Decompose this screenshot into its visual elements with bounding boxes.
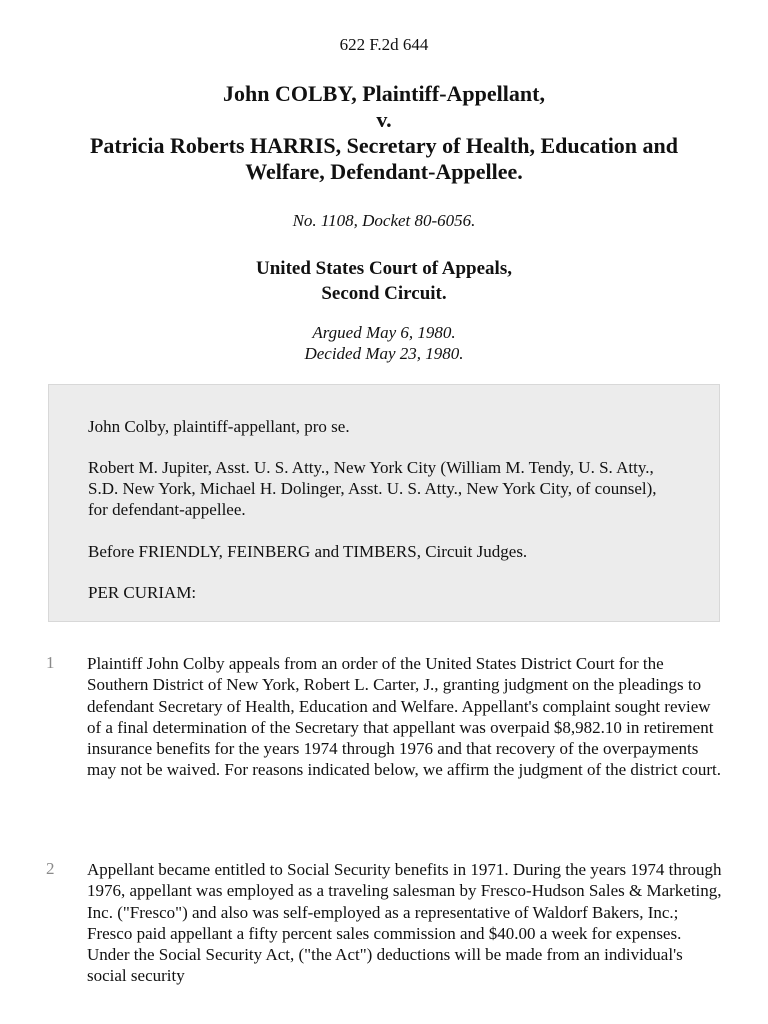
decided-date: Decided May 23, 1980. xyxy=(304,344,464,363)
paragraph-2: Appellant became entitled to Social Security benefits in 1971. During the years 1974 through 1976, appellant was employed as a traveling salesman by Fresco-Hudson Sales & Marketing, Inc. ("Fresco") and also was self-employed as a representative of Waldorf Bakers, Inc.; Fresco paid appellant a fifty percent sales commission and $40.00 a week for expenses. Under the Social Security Act, ("the Act") deductions will be made from an individual's social security xyxy=(87,860,722,986)
plaintiff-name: John COLBY, Plaintiff-Appellant, xyxy=(223,81,545,106)
paragraph-number-2: 2 xyxy=(46,859,55,878)
defendant-name-line1: Patricia Roberts HARRIS, Secretary of Health, Education and xyxy=(89,133,679,158)
defendant-counsel: Robert M. Jupiter, Asst. U. S. Atty., New York City (William M. Tendy, U. S. Atty., S.D. New York, Michael H. Dolinger, Asst. U. S. Atty., New York City, of counsel), for defendant-appellee. xyxy=(88,458,657,519)
counsel-box xyxy=(48,384,720,622)
case-dates xyxy=(0,322,768,364)
argued-date: Argued May 6, 1980. xyxy=(312,323,456,342)
judges-panel: Before FRIENDLY, FEINBERG and TIMBERS, Circuit Judges. xyxy=(88,542,528,561)
plaintiff-counsel: John Colby, plaintiff-appellant, pro se. xyxy=(88,417,350,436)
versus-label: v. xyxy=(376,107,392,132)
case-caption xyxy=(30,81,738,185)
per-curiam-label: PER CURIAM: xyxy=(88,583,197,602)
court-name-line2: Second Circuit. xyxy=(321,283,447,304)
paragraph-1: Plaintiff John Colby appeals from an order of the United States District Court for the Southern District of New York, Robert L. Carter, J., granting judgment on the pleadings to defendant Secretary of Health, Education and Welfare. Appellant's complaint sought review of a final determination of the Secretary that appellant was overpaid $8,982.10 in retirement insurance benefits for the years 1974 through 1976 and that recovery of the overpayments may not be waived. For reasons indicated below, we affirm the judgment of the district court. xyxy=(87,654,722,780)
defendant-name-line2: Welfare, Defendant-Appellee. xyxy=(245,159,523,184)
paragraph-number-1: 1 xyxy=(46,653,55,672)
case-citation: 622 F.2d 644 xyxy=(339,35,429,54)
court-name-line1: United States Court of Appeals, xyxy=(256,258,512,279)
court-name xyxy=(0,256,768,306)
docket-number: No. 1108, Docket 80-6056. xyxy=(292,211,476,230)
